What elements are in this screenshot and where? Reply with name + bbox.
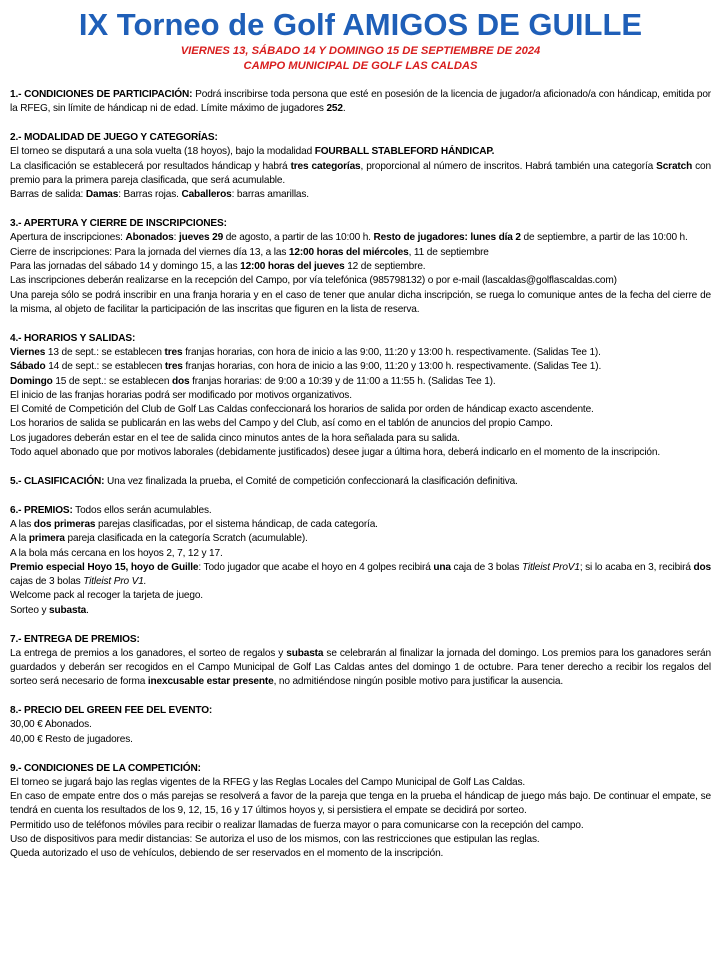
section-heading: 7.- ENTREGA DE PREMIOS: [10,633,140,645]
section-heading: 3.- APERTURA Y CIERRE DE INSCRIPCIONES: [10,218,227,230]
section-heading: 6.- PREMIOS: [10,504,73,516]
contact-info: Las inscripciones deberán realizarse en la recepción del Campo, por vía telefónica (985798132) o por e-mail (lascaldas@golflascaldas.com) [10,275,617,287]
fee-members: 30,00 € Abonados. [10,719,92,731]
event-venue: CAMPO MUNICIPAL DE GOLF LAS CALDAS [243,60,478,72]
section-heading: 8.- PRECIO DEL GREEN FEE DEL EVENTO: [10,705,213,717]
rules-body [10,88,711,862]
section-green-fee [10,704,711,747]
document-page [10,6,711,876]
fee-others: 40,00 € Resto de jugadores. [10,733,133,745]
max-players: 252 [326,103,343,115]
section-conditions: 9.- CONDICIONES DE LA COMPETICIÓN: El torneo se jugará bajo las reglas vigentes de la RFEG y las Reglas Locales del Campo Municipal de Golf Las Caldas. En caso de empate entre dos o más parejas se resolverá a favor de la pareja que tenga en la prueba el hándicap de juego más bajo. De continuar el empate, se tendrá en cuenta los resultados de los 9, 12, 15, 16 y 17 últimos hoyos y, si persistiera el empate se decidirá por sorteo. Permitido uso de teléfonos móviles para recibir o realizar llamadas de fuerza mayor o para comunicarse con la recepción del campo. Uso de dispositivos para medir distancias: Se autoriza el uso de los mismos, con las restricciones que estipulan las reglas. Queda autorizado el uso de vehículos, debiendo de ser reservados en el momento de la inscripción. [10,762,711,860]
section-prizes: 6.- PREMIOS: Todos ellos serán acumulables. A las dos primeras parejas clasificadas, por el sistema hándicap, de cada categoría. A la primera pareja clasificada en la categoría Scratch (acumulable). A la bola más cercana en los hoyos 2, 7, 12 y 17. Premio especial Hoyo 15, hoyo de Guille: Todo jugador que acabe el hoyo en 4 golpes recibirá una caja de 3 bolas Titleist ProV1; si lo acaba en 3, recibirá dos cajas de 3 bolas Titleist Pro V1. Welcome pack al recoger la tarjeta de juego. Sorteo y subasta. [10,504,711,616]
section-awards: 7.- ENTREGA DE PREMIOS: La entrega de premios a los ganadores, el sorteo de regalos y subasta se celebrarán al finalizar la jornada del domingo. Los premios para los ganadores serán guardados y deberán ser recogidos en el Campo Municipal de Golf Las Caldas antes del domingo 1 de octubre. Para tener derecho a recibir los regalos del sorteo será necesario de forma inexcusable estar presente, no admitiéndose ningún posible motivo para justificar la ausencia. [10,633,711,688]
section-heading: 9.- CONDICIONES DE LA COMPETICIÓN: [10,762,201,774]
section-heading: 2.- MODALIDAD DE JUEGO Y CATEGORÍAS: [10,132,218,144]
section-heading: 5.- CLASIFICACIÓN: [10,475,105,487]
section-registration: 3.- APERTURA Y CIERRE DE INSCRIPCIONES: Apertura de inscripciones: Abonados: jueves 29 de agosto, a partir de las 10:00 h. Resto de jugadores: lunes día 2 de septiembre, a partir de las 10:00 h. Cierre de inscripciones: Para la jornada del viernes día 13, a las 12:00 horas del miércoles, 11 de septiembre Para las jornadas del sábado 14 y domingo 15, a las 12:00 horas del jueves 12 de septiembre. Las inscripciones deberán realizarse en la recepción del Campo, por vía telefónica (985798132) o por e-mail (lascaldas@golflascaldas.com) Una pareja sólo se podrá inscribir en una franja horaria y en el caso de tener que anular dicha inscripción, se ruega lo comunique antes de la fecha del cierre de la misma, al objeto de facilitar la participación de las inscritas que figuren en la lista de reserva. [10,218,711,315]
section-game-mode: 2.- MODALIDAD DE JUEGO Y CATEGORÍAS: El torneo se disputará a una sola vuelta (18 hoyos), bajo la modalidad FOURBALL STABLEFORD HÁNDICAP. La clasificación se establecerá por resultados hándicap y habrá tres categorías, proporcional al número de inscritos. Habrá también una categoría Scratch con premio para la primera pareja clasificada, que será acumulable. Barras de salida: Damas: Barras rojas. Caballeros: barras amarillas. [10,132,711,201]
section-participation: 1.- CONDICIONES DE PARTICIPACIÓN: Podrá inscribirse toda persona que esté en posesión de la licencia de jugador/a aficionado/a con hándicap, emitida por la RFEG, sin límite de hándicap ni de edad. Límite máximo de jugadores 252. [10,89,711,115]
section-heading: 4.- HORARIOS Y SALIDAS: [10,332,136,344]
section-classification: 5.- CLASIFICACIÓN: Una vez finalizada la prueba, el Comité de competición confeccionará la clasificación definitiva. [10,475,518,487]
section-schedule: 4.- HORARIOS Y SALIDAS: Viernes 13 de sept.: se establecen tres franjas horarias, con hora de inicio a las 9:00, 11:20 y 13:00 h. respectivamente. (Salidas Tee 1). Sábado 14 de sept.: se establecen tres franjas horarias, con hora de inicio a las 9:00, 11:20 y 13:00 h. respectivamente. (Salidas Tee 1). Domingo 15 de sept.: se establecen dos franjas horarias: de 9:00 a 10:39 y de 11:00 a 11:55 h. (Salidas Tee 1). El inicio de las franjas horarias podrá ser modificado por motivos organizativos. El Comité de Competición del Club de Golf Las Caldas confeccionará los horarios de salida por orden de hándicap exacto ascendente. Los horarios de salida se publicarán en las webs del Campo y del Club, así como en el tablón de anuncios del propio Campo. Los jugadores deberán estar en el tee de salida cinco minutos antes de la hora señalada para su salida. Todo aquel abonado que por motivos laborales (debidamente justificados) desee jugar a última hora, deberá indicarlo en el momento de la inscripción. [10,332,711,461]
event-dates: VIERNES 13, SÁBADO 14 Y DOMINGO 15 DE SEPTIEMBRE DE 2024 [180,45,541,57]
tournament-title: IX Torneo de Golf AMIGOS DE GUILLE [78,7,643,42]
section-heading: 1.- CONDICIONES DE PARTICIPACIÓN: [10,89,193,100]
